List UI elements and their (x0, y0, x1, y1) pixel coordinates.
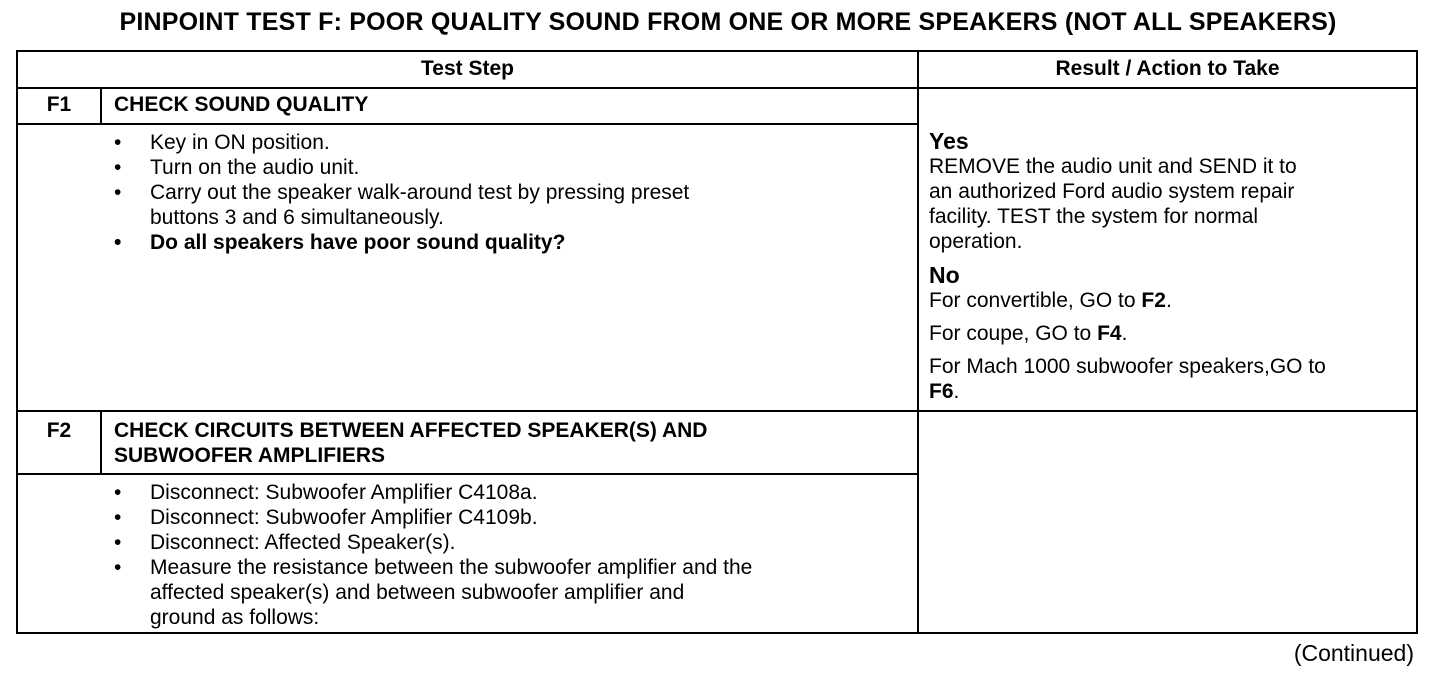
page-title: PINPOINT TEST F: POOR QUALITY SOUND FROM ONE OR MORE SPEAKERS (NOT ALL SPEAKERS) (119, 8, 1337, 36)
step-heading-f1: CHECK SOUND QUALITY (114, 93, 369, 116)
result-no-convertible: For convertible, GO to F2. (929, 289, 1172, 312)
list-item: • Disconnect: Affected Speaker(s). (114, 531, 456, 554)
result-no-coupe: For coupe, GO to F4. (929, 322, 1128, 345)
result-no-mach1000: For Mach 1000 subwoofer speakers,GO to F6. (929, 355, 1326, 403)
pinpoint-test-table (16, 50, 1418, 634)
header-test-step: Test Step (421, 57, 514, 80)
list-item: • Disconnect: Subwoofer Amplifier C4108a. (114, 481, 538, 504)
rule-col-split (917, 52, 919, 632)
rule-header (18, 87, 1416, 89)
f2-bullet-list (114, 480, 914, 630)
step-id-f1: F1 (46, 93, 72, 116)
list-item: • Disconnect: Subwoofer Amplifier C4109b. (114, 506, 538, 529)
result-yes-text: REMOVE the audio unit and SEND it to an authorized Ford audio system repair facility. TEST the system for normal operation. (929, 155, 1297, 253)
list-item: • Turn on the audio unit. (114, 156, 360, 179)
list-item: • Key in ON position. (114, 131, 330, 154)
step-id-f2: F2 (46, 419, 72, 442)
rule-f1-end (18, 410, 1416, 412)
f1-result (929, 128, 1413, 404)
rule-f2-heading (18, 473, 918, 475)
list-item: • Measure the resistance between the subwoofer amplifier and the affected speaker(s) and between subwoofer amplifier and ground as follows: (114, 556, 753, 629)
result-yes-label: Yes (929, 128, 969, 154)
step-heading-f2: CHECK CIRCUITS BETWEEN AFFECTED SPEAKER(S) AND SUBWOOFER AMPLIFIERS (114, 419, 708, 467)
rule-f2-id (100, 411, 102, 474)
rule-f1-heading (18, 123, 918, 125)
f1-bullet-list (114, 130, 914, 255)
list-item: • Carry out the speaker walk-around test by pressing preset buttons 3 and 6 simultaneously. (114, 181, 690, 229)
rule-f1-id (100, 88, 102, 124)
result-no-label: No (929, 262, 960, 288)
list-item: • Do all speakers have poor sound quality? (114, 231, 566, 254)
header-result: Result / Action to Take (1055, 57, 1280, 80)
continued-note: (Continued) (1293, 640, 1414, 666)
